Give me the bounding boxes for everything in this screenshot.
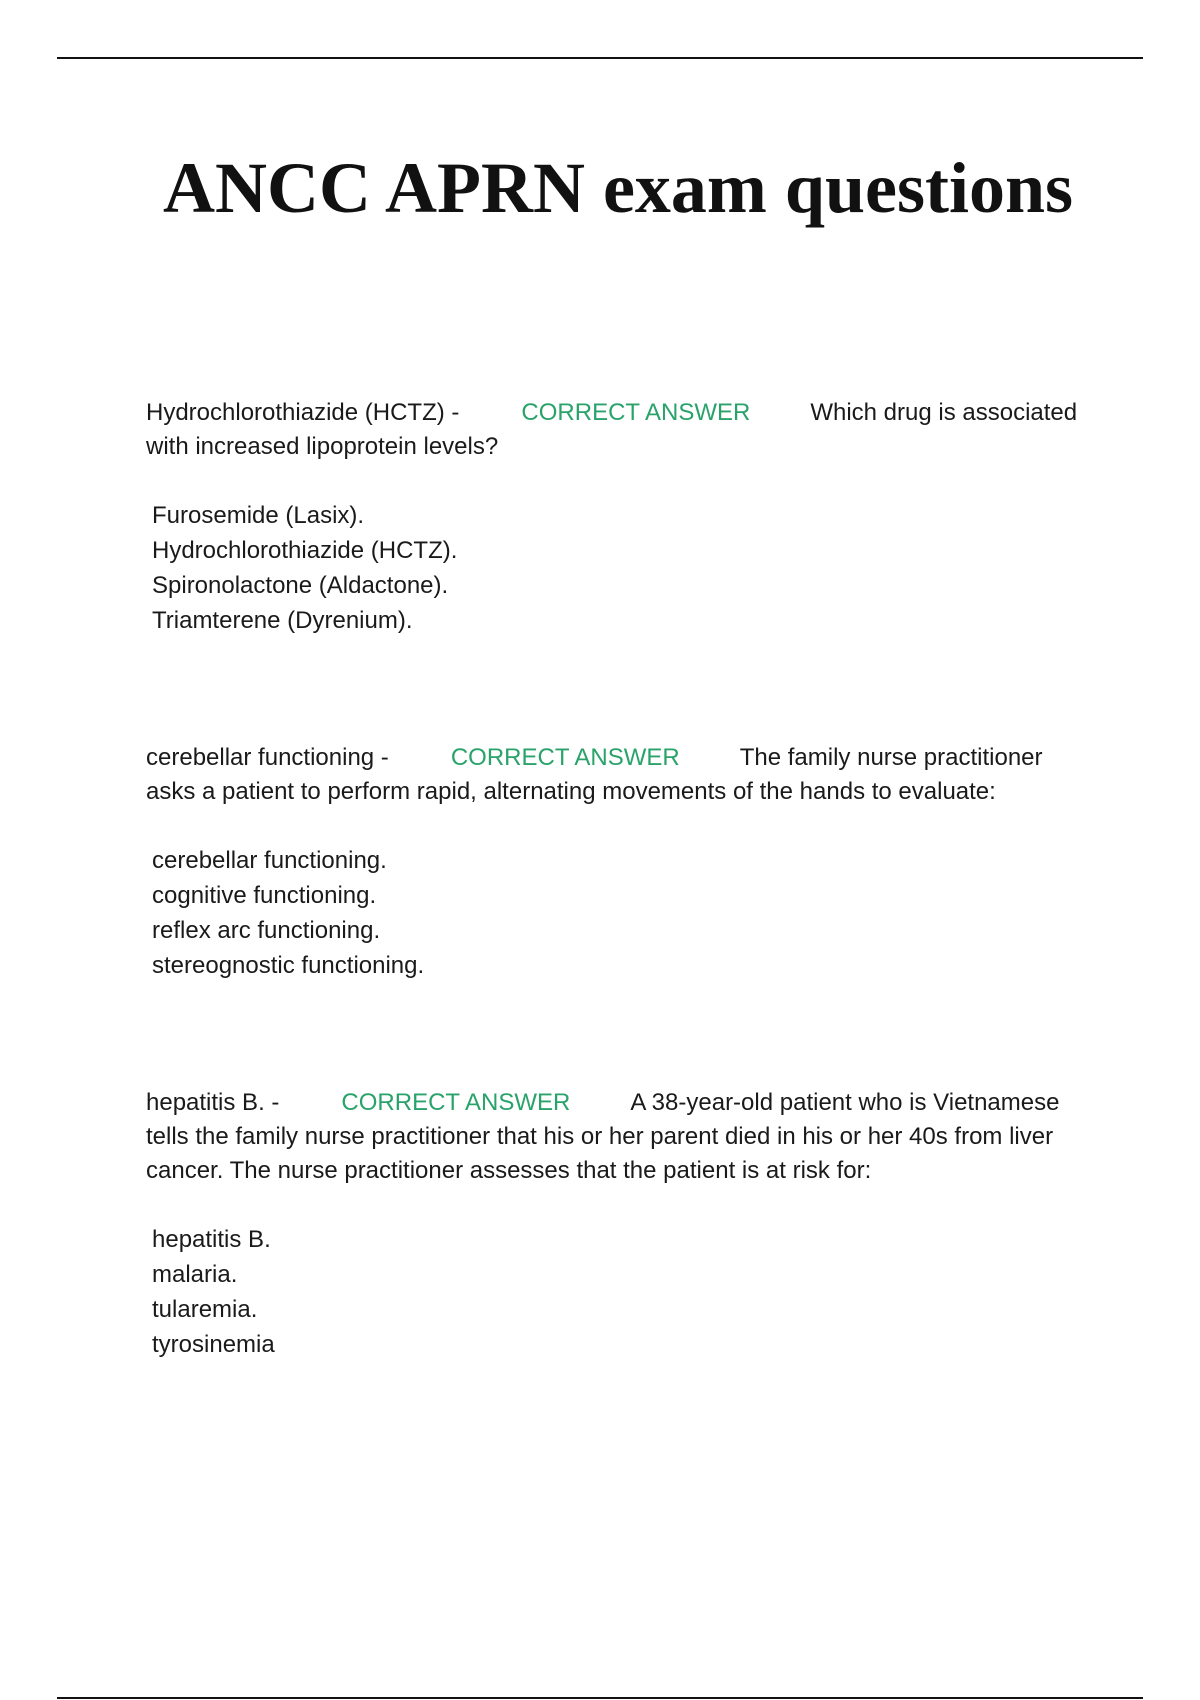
answer-text: cerebellar functioning -	[146, 744, 389, 771]
options-list	[152, 1222, 1096, 1362]
question-text: The family nurse practitioner asks a patient to perform rapid, alternating movements of the hands to evaluate:	[146, 744, 1043, 805]
answer-text: Hydrochlorothiazide (HCTZ) -	[146, 399, 460, 426]
bottom-rule	[57, 1697, 1143, 1699]
option-item: tularemia.	[152, 1296, 258, 1323]
option-item: cerebellar functioning.	[152, 847, 387, 874]
option-item: Hydrochlorothiazide (HCTZ).	[152, 537, 458, 564]
qa-item	[146, 741, 1096, 983]
question-text: Which drug is associated with increased lipoprotein levels?	[146, 399, 1078, 460]
page-title: ANCC APRN exam questions	[162, 148, 1074, 228]
option-item: Triamterene (Dyrenium).	[152, 607, 413, 634]
option-item: malaria.	[152, 1261, 238, 1288]
question-text: A 38-year-old patient who is Vietnamese tells the family nurse practitioner that his or her parent died in his or her 40s from liver cancer. The nurse practitioner assesses that the patient is at risk for:	[146, 1089, 1060, 1184]
option-item: cognitive functioning.	[152, 882, 377, 909]
question-line	[146, 1086, 1096, 1188]
option-item: Furosemide (Lasix).	[152, 502, 365, 529]
answer-text: hepatitis B. -	[146, 1089, 280, 1116]
option-item: stereognostic functioning.	[152, 952, 425, 979]
correct-answer-label: CORRECT ANSWER	[341, 1089, 571, 1116]
question-line	[146, 396, 1096, 464]
qa-item	[146, 1086, 1096, 1362]
option-item: hepatitis B.	[152, 1226, 271, 1253]
correct-answer-label: CORRECT ANSWER	[450, 744, 680, 771]
qa-item	[146, 396, 1096, 638]
question-line	[146, 741, 1096, 809]
option-item: tyrosinemia	[152, 1331, 275, 1358]
top-rule	[57, 57, 1143, 59]
option-item: Spironolactone (Aldactone).	[152, 572, 449, 599]
options-list	[152, 498, 1096, 638]
correct-answer-label: CORRECT ANSWER	[521, 399, 751, 426]
options-list	[152, 843, 1096, 983]
option-item: reflex arc functioning.	[152, 917, 381, 944]
